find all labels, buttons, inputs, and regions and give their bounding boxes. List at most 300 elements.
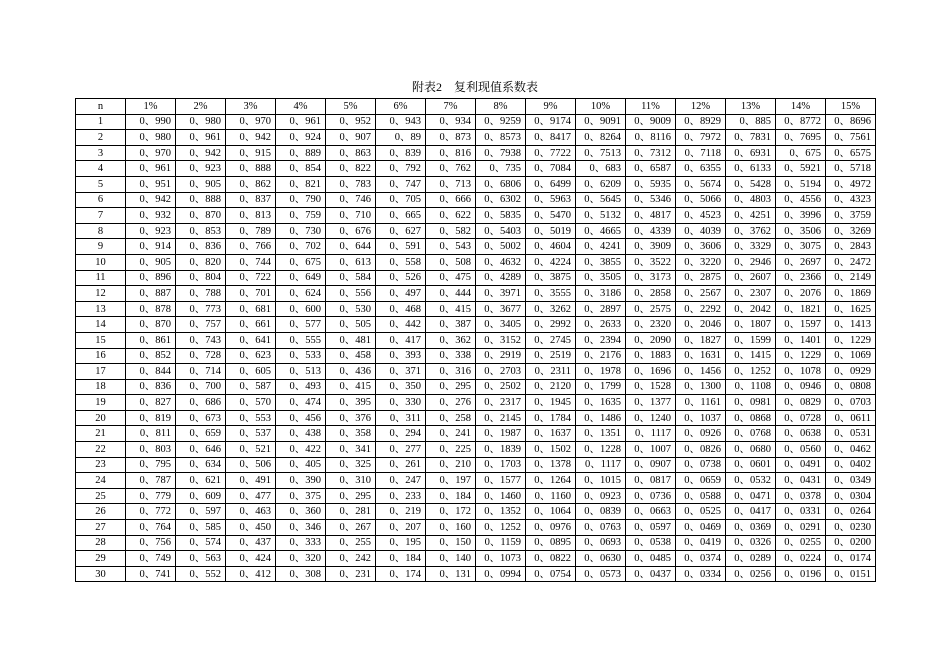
value-cell: 0、0417 — [726, 504, 776, 520]
value-cell: 0、242 — [326, 551, 376, 567]
value-cell: 0、0822 — [526, 551, 576, 567]
value-cell: 0、417 — [376, 332, 426, 348]
header-rate: 8% — [476, 99, 526, 115]
value-cell: 0、713 — [426, 176, 476, 192]
value-cell: 0、1625 — [826, 301, 876, 317]
value-cell: 0、1264 — [526, 473, 576, 489]
value-cell: 0、889 — [276, 145, 326, 161]
value-cell: 0、757 — [176, 317, 226, 333]
value-cell: 0、255 — [326, 535, 376, 551]
value-cell: 0、521 — [226, 442, 276, 458]
value-cell: 0、600 — [276, 301, 326, 317]
value-cell: 0、0538 — [626, 535, 676, 551]
value-cell: 0、2042 — [726, 301, 776, 317]
value-cell: 0、8417 — [526, 130, 576, 146]
table-row — [76, 270, 876, 286]
value-cell: 0、0255 — [776, 535, 826, 551]
value-cell: 0、0829 — [776, 395, 826, 411]
value-cell: 0、341 — [326, 442, 376, 458]
value-cell: 0、932 — [126, 208, 176, 224]
value-cell: 0、853 — [176, 223, 226, 239]
value-cell: 0、8116 — [626, 130, 676, 146]
value-cell: 0、1637 — [526, 426, 576, 442]
value-cell: 0、3555 — [526, 286, 576, 302]
value-cell: 0、0976 — [526, 520, 576, 536]
value-cell: 0、792 — [376, 161, 426, 177]
value-cell: 0、3971 — [476, 286, 526, 302]
value-cell: 0、827 — [126, 395, 176, 411]
value-cell: 0、2366 — [776, 270, 826, 286]
value-cell: 0、3405 — [476, 317, 526, 333]
value-cell: 0、6587 — [626, 161, 676, 177]
value-cell: 0、934 — [426, 114, 476, 130]
value-cell: 0、4039 — [676, 223, 726, 239]
value-cell: 0、915 — [226, 145, 276, 161]
value-cell: 0、1987 — [476, 426, 526, 442]
value-cell: 0、463 — [226, 504, 276, 520]
table-header — [76, 99, 876, 115]
value-cell: 0、1945 — [526, 395, 576, 411]
value-cell: 0、923 — [176, 161, 226, 177]
value-cell: 0、788 — [176, 286, 226, 302]
period-cell: 6 — [76, 192, 126, 208]
value-cell: 0、3186 — [576, 286, 626, 302]
value-cell: 0、325 — [326, 457, 376, 473]
value-cell: 0、261 — [376, 457, 426, 473]
value-cell: 0、0431 — [776, 473, 826, 489]
value-cell: 0、195 — [376, 535, 426, 551]
value-cell: 0、0573 — [576, 566, 626, 582]
value-cell: 0、1631 — [676, 348, 726, 364]
value-cell: 0、621 — [176, 473, 226, 489]
value-cell: 0、2176 — [576, 348, 626, 364]
value-cell: 0、3329 — [726, 239, 776, 255]
value-cell: 0、1827 — [676, 332, 726, 348]
value-cell: 0、779 — [126, 488, 176, 504]
table-row — [76, 520, 876, 536]
value-cell: 0、8772 — [776, 114, 826, 130]
value-cell: 0、2502 — [476, 379, 526, 395]
value-cell: 0、2519 — [526, 348, 576, 364]
header-rate: 12% — [676, 99, 726, 115]
value-cell: 0、3269 — [826, 223, 876, 239]
value-cell: 0、1352 — [476, 504, 526, 520]
table-row — [76, 145, 876, 161]
value-cell: 0、783 — [326, 176, 376, 192]
table-row — [76, 488, 876, 504]
value-cell: 0、1117 — [626, 426, 676, 442]
value-cell: 0、276 — [426, 395, 476, 411]
table-row — [76, 442, 876, 458]
period-cell: 12 — [76, 286, 126, 302]
value-cell: 0、980 — [176, 114, 226, 130]
value-cell: 0、9174 — [526, 114, 576, 130]
value-cell: 0、5428 — [726, 176, 776, 192]
value-cell: 0、197 — [426, 473, 476, 489]
table-row — [76, 239, 876, 255]
value-cell: 0、1577 — [476, 473, 526, 489]
value-cell: 0、1378 — [526, 457, 576, 473]
value-cell: 0、795 — [126, 457, 176, 473]
table-row — [76, 426, 876, 442]
value-cell: 0、1599 — [726, 332, 776, 348]
value-cell: 0、1064 — [526, 504, 576, 520]
value-cell: 0、150 — [426, 535, 476, 551]
value-cell: 0、2919 — [476, 348, 526, 364]
value-cell: 0、888 — [176, 192, 226, 208]
header-rate: 5% — [326, 99, 376, 115]
header-rate: 4% — [276, 99, 326, 115]
value-cell: 0、2697 — [776, 254, 826, 270]
value-cell: 0、787 — [126, 473, 176, 489]
value-cell: 0、970 — [126, 145, 176, 161]
header-rate: 10% — [576, 99, 626, 115]
value-cell: 0、210 — [426, 457, 476, 473]
table-row — [76, 161, 876, 177]
value-cell: 0、0256 — [726, 566, 776, 582]
table-row — [76, 410, 876, 426]
value-cell: 0、5674 — [676, 176, 726, 192]
value-cell: 0、7938 — [476, 145, 526, 161]
value-cell: 0、9259 — [476, 114, 526, 130]
table-row — [76, 473, 876, 489]
value-cell: 0、862 — [226, 176, 276, 192]
value-cell: 0、491 — [226, 473, 276, 489]
value-cell: 0、7312 — [626, 145, 676, 161]
value-cell: 0、442 — [376, 317, 426, 333]
value-cell: 0、885 — [726, 114, 776, 130]
value-cell: 0、2703 — [476, 364, 526, 380]
value-cell: 0、493 — [276, 379, 326, 395]
value-cell: 0、661 — [226, 317, 276, 333]
value-cell: 0、673 — [176, 410, 226, 426]
value-cell: 0、0291 — [776, 520, 826, 536]
value-cell: 0、816 — [426, 145, 476, 161]
value-cell: 0、675 — [276, 254, 326, 270]
value-cell: 0、1703 — [476, 457, 526, 473]
value-cell: 0、338 — [426, 348, 476, 364]
value-cell: 0、924 — [276, 130, 326, 146]
value-cell: 0、1839 — [476, 442, 526, 458]
value-cell: 0、907 — [326, 130, 376, 146]
value-cell: 0、822 — [326, 161, 376, 177]
value-cell: 0、803 — [126, 442, 176, 458]
value-cell: 0、0981 — [726, 395, 776, 411]
value-cell: 0、316 — [426, 364, 476, 380]
period-cell: 25 — [76, 488, 126, 504]
value-cell: 0、4665 — [576, 223, 626, 239]
value-cell: 0、702 — [276, 239, 326, 255]
value-cell: 0、1117 — [576, 457, 626, 473]
value-cell: 0、474 — [276, 395, 326, 411]
value-cell: 0、0663 — [626, 504, 676, 520]
value-cell: 0、390 — [276, 473, 326, 489]
period-cell: 15 — [76, 332, 126, 348]
value-cell: 0、360 — [276, 504, 326, 520]
value-cell: 0、714 — [176, 364, 226, 380]
value-cell: 0、942 — [126, 192, 176, 208]
value-cell: 0、2292 — [676, 301, 726, 317]
value-cell: 0、4556 — [776, 192, 826, 208]
value-cell: 0、358 — [326, 426, 376, 442]
value-cell: 0、863 — [326, 145, 376, 161]
period-cell: 17 — [76, 364, 126, 380]
value-cell: 0、468 — [376, 301, 426, 317]
value-cell: 0、1015 — [576, 473, 626, 489]
value-cell: 0、308 — [276, 566, 326, 582]
value-cell: 0、0763 — [576, 520, 626, 536]
value-cell: 0、1502 — [526, 442, 576, 458]
value-cell: 0、2090 — [626, 332, 676, 348]
value-cell: 0、681 — [226, 301, 276, 317]
value-cell: 0、2149 — [826, 270, 876, 286]
value-cell: 0、184 — [376, 551, 426, 567]
value-cell: 0、961 — [126, 161, 176, 177]
value-cell: 0、0224 — [776, 551, 826, 567]
header-rate: 11% — [626, 99, 676, 115]
value-cell: 0、333 — [276, 535, 326, 551]
value-cell: 0、4289 — [476, 270, 526, 286]
value-cell: 0、2472 — [826, 254, 876, 270]
period-cell: 19 — [76, 395, 126, 411]
value-cell: 0、0437 — [626, 566, 676, 582]
value-cell: 0、649 — [276, 270, 326, 286]
value-cell: 0、820 — [176, 254, 226, 270]
value-cell: 0、3909 — [626, 239, 676, 255]
value-cell: 0、3220 — [676, 254, 726, 270]
value-cell: 0、5935 — [626, 176, 676, 192]
value-cell: 0、3506 — [776, 223, 826, 239]
table-row — [76, 457, 876, 473]
value-cell: 0、7084 — [526, 161, 576, 177]
value-cell: 0、1784 — [526, 410, 576, 426]
value-cell: 0、584 — [326, 270, 376, 286]
value-cell: 0、1635 — [576, 395, 626, 411]
value-cell: 0、231 — [326, 566, 376, 582]
period-cell: 16 — [76, 348, 126, 364]
header-rate: 7% — [426, 99, 476, 115]
value-cell: 0、0369 — [726, 520, 776, 536]
value-cell: 0、7118 — [676, 145, 726, 161]
value-cell: 0、710 — [326, 208, 376, 224]
value-cell: 0、790 — [276, 192, 326, 208]
value-cell: 0、7561 — [826, 130, 876, 146]
value-cell: 0、4251 — [726, 208, 776, 224]
value-cell: 0、1078 — [776, 364, 826, 380]
value-cell: 0、172 — [426, 504, 476, 520]
value-cell: 0、1415 — [726, 348, 776, 364]
value-cell: 0、735 — [476, 161, 526, 177]
value-cell: 0、4339 — [626, 223, 676, 239]
value-cell: 0、0728 — [776, 410, 826, 426]
period-cell: 23 — [76, 457, 126, 473]
value-cell: 0、506 — [226, 457, 276, 473]
value-cell: 0、0289 — [726, 551, 776, 567]
value-cell: 0、2307 — [726, 286, 776, 302]
value-cell: 0、0994 — [476, 566, 526, 582]
value-cell: 0、789 — [226, 223, 276, 239]
header-rate: 3% — [226, 99, 276, 115]
period-cell: 7 — [76, 208, 126, 224]
table-body — [76, 114, 876, 582]
value-cell: 0、641 — [226, 332, 276, 348]
value-cell: 0、0200 — [826, 535, 876, 551]
value-cell: 0、837 — [226, 192, 276, 208]
value-cell: 0、6931 — [726, 145, 776, 161]
value-cell: 0、813 — [226, 208, 276, 224]
value-cell: 0、295 — [426, 379, 476, 395]
value-cell: 0、627 — [376, 223, 426, 239]
value-cell: 0、873 — [426, 130, 476, 146]
value-cell: 0、0738 — [676, 457, 726, 473]
value-cell: 0、870 — [176, 208, 226, 224]
value-cell: 0、644 — [326, 239, 376, 255]
value-cell: 0、1869 — [826, 286, 876, 302]
value-cell: 0、1229 — [776, 348, 826, 364]
header-rate: 9% — [526, 99, 576, 115]
value-cell: 0、634 — [176, 457, 226, 473]
value-cell: 0、0378 — [776, 488, 826, 504]
value-cell: 0、605 — [226, 364, 276, 380]
value-cell: 0、728 — [176, 348, 226, 364]
value-cell: 0、481 — [326, 332, 376, 348]
value-cell: 0、844 — [126, 364, 176, 380]
period-cell: 13 — [76, 301, 126, 317]
value-cell: 0、556 — [326, 286, 376, 302]
value-cell: 0、0895 — [526, 535, 576, 551]
value-cell: 0、4817 — [626, 208, 676, 224]
value-cell: 0、1240 — [626, 410, 676, 426]
value-cell: 0、1228 — [576, 442, 626, 458]
value-cell: 0、1252 — [476, 520, 526, 536]
value-cell: 0、267 — [326, 520, 376, 536]
value-cell: 0、1160 — [526, 488, 576, 504]
value-cell: 0、762 — [426, 161, 476, 177]
value-cell: 0、3759 — [826, 208, 876, 224]
value-cell: 0、896 — [126, 270, 176, 286]
value-cell: 0、970 — [226, 114, 276, 130]
table-row — [76, 348, 876, 364]
value-cell: 0、437 — [226, 535, 276, 551]
value-cell: 0、513 — [276, 364, 326, 380]
value-cell: 0、310 — [326, 473, 376, 489]
value-cell: 0、942 — [176, 145, 226, 161]
value-cell: 0、131 — [426, 566, 476, 582]
value-cell: 0、1413 — [826, 317, 876, 333]
value-cell: 0、233 — [376, 488, 426, 504]
value-cell: 0、773 — [176, 301, 226, 317]
value-cell: 0、458 — [326, 348, 376, 364]
value-cell: 0、0754 — [526, 566, 576, 582]
value-cell: 0、475 — [426, 270, 476, 286]
value-cell: 0、412 — [226, 566, 276, 582]
period-cell: 5 — [76, 176, 126, 192]
value-cell: 0、5346 — [626, 192, 676, 208]
table-row — [76, 301, 876, 317]
value-cell: 0、836 — [176, 239, 226, 255]
table-row — [76, 223, 876, 239]
value-cell: 0、749 — [126, 551, 176, 567]
value-cell: 0、2317 — [476, 395, 526, 411]
value-cell: 0、2633 — [576, 317, 626, 333]
value-cell: 0、3875 — [526, 270, 576, 286]
value-cell: 0、756 — [126, 535, 176, 551]
value-cell: 0、2394 — [576, 332, 626, 348]
value-cell: 0、646 — [176, 442, 226, 458]
value-cell: 0、836 — [126, 379, 176, 395]
value-cell: 0、0659 — [676, 473, 726, 489]
value-cell: 0、160 — [426, 520, 476, 536]
value-cell: 0、7972 — [676, 130, 726, 146]
value-cell: 0、6499 — [526, 176, 576, 192]
value-cell: 0、905 — [176, 176, 226, 192]
value-cell: 0、870 — [126, 317, 176, 333]
value-cell: 0、5194 — [776, 176, 826, 192]
value-cell: 0、659 — [176, 426, 226, 442]
value-cell: 0、3505 — [576, 270, 626, 286]
value-cell: 0、722 — [226, 270, 276, 286]
value-cell: 0、951 — [126, 176, 176, 192]
value-cell: 0、0334 — [676, 566, 726, 582]
period-cell: 14 — [76, 317, 126, 333]
value-cell: 0、533 — [276, 348, 326, 364]
value-cell: 0、5403 — [476, 223, 526, 239]
value-cell: 0、456 — [276, 410, 326, 426]
value-cell: 0、450 — [226, 520, 276, 536]
value-cell: 0、2575 — [626, 301, 676, 317]
value-cell: 0、1821 — [776, 301, 826, 317]
value-cell: 0、5019 — [526, 223, 576, 239]
value-cell: 0、4224 — [526, 254, 576, 270]
value-cell: 0、508 — [426, 254, 476, 270]
value-cell: 0、497 — [376, 286, 426, 302]
header-rate: 6% — [376, 99, 426, 115]
value-cell: 0、477 — [226, 488, 276, 504]
period-cell: 21 — [76, 426, 126, 442]
value-cell: 0、1597 — [776, 317, 826, 333]
value-cell: 0、961 — [276, 114, 326, 130]
value-cell: 0、6133 — [726, 161, 776, 177]
value-cell: 0、676 — [326, 223, 376, 239]
value-cell: 0、3606 — [676, 239, 726, 255]
value-cell: 0、555 — [276, 332, 326, 348]
value-cell: 0、3262 — [526, 301, 576, 317]
period-cell: 9 — [76, 239, 126, 255]
value-cell: 0、0611 — [826, 410, 876, 426]
value-cell: 0、0588 — [676, 488, 726, 504]
header-rate: 14% — [776, 99, 826, 115]
value-cell: 0、2897 — [576, 301, 626, 317]
value-cell: 0、0808 — [826, 379, 876, 395]
value-cell: 0、1401 — [776, 332, 826, 348]
value-cell: 0、0638 — [776, 426, 826, 442]
value-cell: 0、0560 — [776, 442, 826, 458]
value-cell: 0、0532 — [726, 473, 776, 489]
value-cell: 0、2046 — [676, 317, 726, 333]
value-cell: 0、1073 — [476, 551, 526, 567]
value-cell: 0、0326 — [726, 535, 776, 551]
value-cell: 0、2320 — [626, 317, 676, 333]
document-title: 附表2 复利现值系数表 — [411, 80, 538, 94]
value-cell: 0、0926 — [676, 426, 726, 442]
period-cell: 11 — [76, 270, 126, 286]
period-cell: 26 — [76, 504, 126, 520]
value-cell: 0、6302 — [476, 192, 526, 208]
value-cell: 0、241 — [426, 426, 476, 442]
value-cell: 0、0264 — [826, 504, 876, 520]
table-row — [76, 535, 876, 551]
value-cell: 0、700 — [176, 379, 226, 395]
